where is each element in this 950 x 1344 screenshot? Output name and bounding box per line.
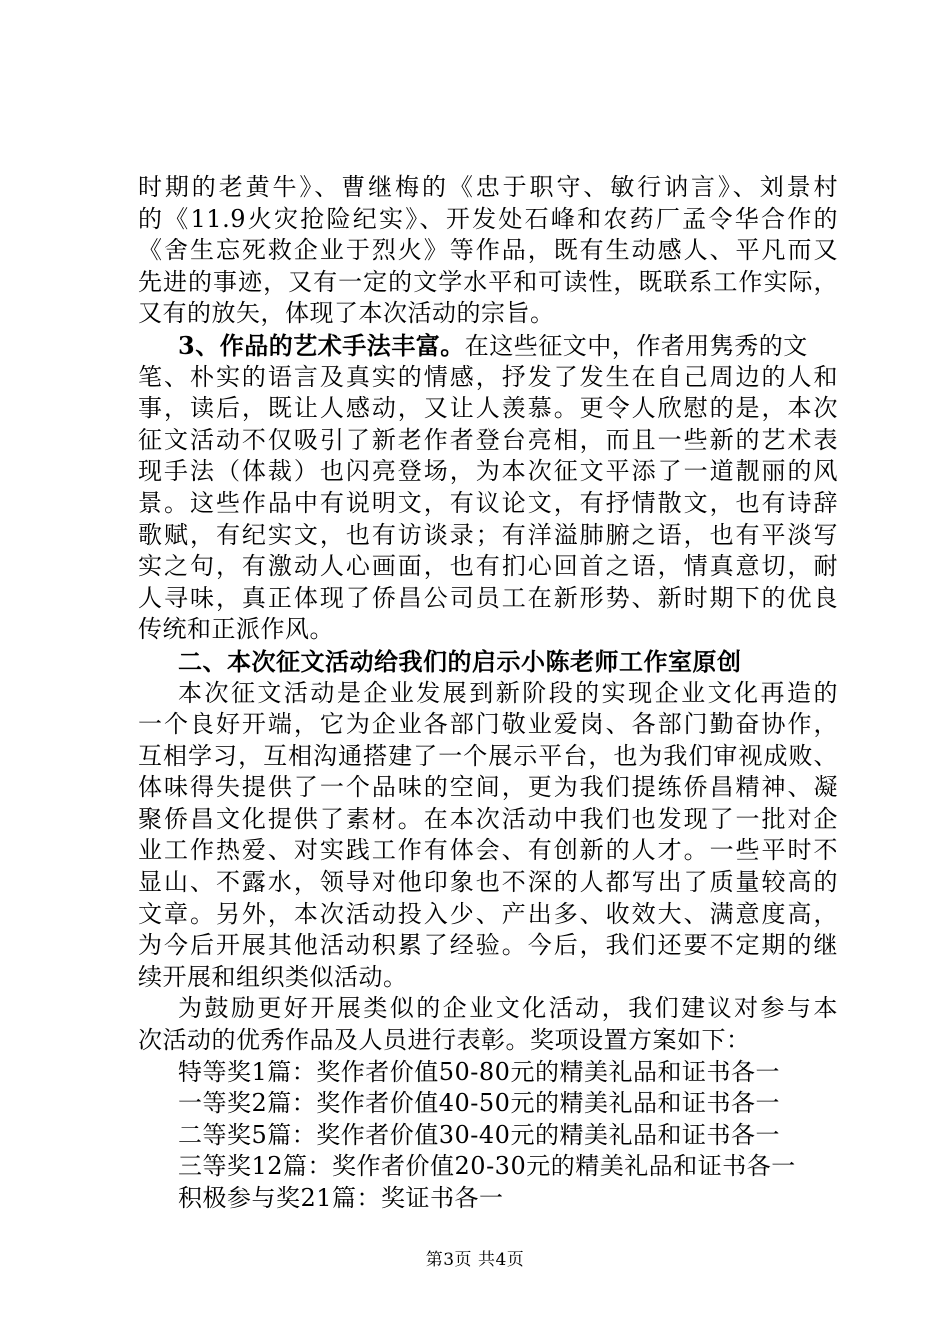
text-line: 业工作热爱、对实践工作有体会、有创新的人才。一些平时不 — [138, 836, 838, 865]
award-line: 三等奖12篇：奖作者价值20-30元的精美礼品和证书各一 — [178, 1152, 796, 1181]
paragraph-3-first-text: 在这些征文中，作者用隽秀的文 — [464, 331, 808, 360]
text-line: 传统和正派作风。 — [138, 615, 334, 644]
text-line: 歌赋，有纪实文，也有访谈录；有洋溢肺腑之语，也有平淡写 — [138, 520, 838, 549]
text-line: 笔、朴实的语言及真实的情感，抒发了发生在自己周边的人和 — [138, 362, 838, 391]
text-line: 互相学习，互相沟通搭建了一个展示平台，也为我们审视成败、 — [138, 741, 838, 770]
text-line: 事，读后，既让人感动，又让人羡慕。更令人欣慰的是，本次 — [138, 394, 838, 423]
paragraph-3-heading: 3、作品的艺术手法丰富。 — [178, 330, 465, 360]
text-line: 先进的事迹，又有一定的文学水平和可读性，既联系工作实际， — [138, 267, 838, 296]
paragraph-3-first-line — [138, 330, 838, 362]
award-line: 二等奖5篇：奖作者价值30-40元的精美礼品和证书各一 — [178, 1120, 780, 1149]
text-line: 现手法（体裁）也闪亮登场，为本次征文平添了一道靓丽的风 — [138, 457, 838, 486]
text-line: 显山、不露水，领导对他印象也不深的人都写出了质量较高的 — [138, 868, 838, 897]
section-2-heading: 二、本次征文活动给我们的启示小陈老师工作室原创 — [178, 646, 742, 676]
text-line: 一个良好开端，它为企业各部门敬业爱岗、各部门勤奋协作， — [138, 710, 838, 739]
text-line: 征文活动不仅吸引了新老作者登台亮相，而且一些新的艺术表 — [138, 425, 838, 454]
award-line: 积极参与奖21篇：奖证书各一 — [178, 1184, 504, 1212]
text-line: 人寻味，真正体现了侨昌公司员工在新形势、新时期下的优良 — [138, 583, 838, 612]
text-line: 的《11.9火灾抢险纪实》、开发处石峰和农药厂孟令华合作的 — [138, 204, 838, 233]
text-line: 聚侨昌文化提供了素材。在本次活动中我们也发现了一批对企 — [138, 804, 838, 833]
text-line: 续开展和组织类似活动。 — [138, 962, 408, 991]
text-line: 为今后开展其他活动积累了经验。今后，我们还要不定期的继 — [138, 931, 838, 960]
text-line: 为鼓励更好开展类似的企业文化活动，我们建议对参与本 — [178, 994, 838, 1023]
text-line: 次活动的优秀作品及人员进行表彰。奖项设置方案如下： — [138, 1026, 751, 1055]
text-line: 体味得失提供了一个品味的空间，更为我们提练侨昌精神、凝 — [138, 773, 838, 802]
text-line: 又有的放矢，体现了本次活动的宗旨。 — [138, 299, 555, 328]
document-body — [138, 172, 838, 1215]
page-footer: 第3页 共4页 — [425, 1250, 525, 1270]
text-line: 实之句，有激动人心画面，也有扪心回首之语，情真意切，耐 — [138, 552, 838, 581]
text-line: 景。这些作品中有说明文，有议论文，有抒情散文，也有诗辞 — [138, 488, 838, 517]
text-line: 时期的老黄牛》、曹继梅的《忠于职守、敏行讷言》、刘景村 — [138, 173, 838, 201]
text-line: 《舍生忘死救企业于烈火》等作品，既有生动感人、平凡而又 — [138, 236, 838, 265]
text-line: 文章。另外，本次活动投入少、产出多、收效大、满意度高， — [138, 899, 838, 928]
award-line: 一等奖2篇：奖作者价值40-50元的精美礼品和证书各一 — [178, 1089, 780, 1118]
award-line: 特等奖1篇：奖作者价值50-80元的精美礼品和证书各一 — [178, 1057, 780, 1086]
text-line: 本次征文活动是企业发展到新阶段的实现企业文化再造的 — [178, 678, 838, 707]
